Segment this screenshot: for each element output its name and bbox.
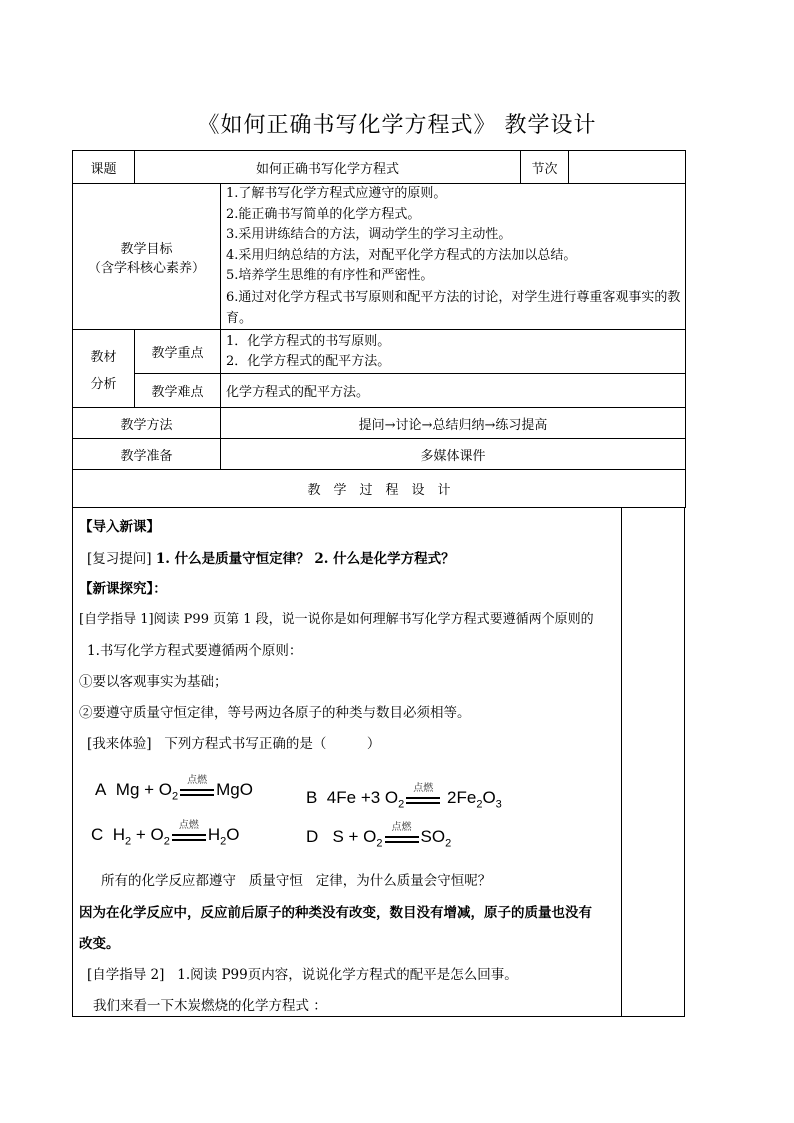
- condition-label: 点燃: [391, 821, 412, 833]
- objective-item: 3.采用讲练结合的方法，调动学生的学习主动性。: [226, 227, 512, 242]
- products-tail: O: [482, 788, 496, 807]
- reactants: Mg + O: [115, 780, 173, 799]
- key-points-label: 教学重点: [135, 330, 221, 374]
- option-letter: A: [95, 780, 107, 799]
- conservation-question: [101, 869, 641, 889]
- review-line: [87, 547, 627, 567]
- try-line: [87, 732, 627, 752]
- subscript: 2: [163, 835, 170, 848]
- products: 2Fe: [447, 788, 477, 807]
- reactants-mid: + O: [131, 825, 164, 844]
- objective-item: 1.了解书写化学方程式应遵守的原则。: [226, 186, 447, 201]
- objective-item: 5.培养学生思维的有序性和严密性。: [226, 268, 434, 283]
- review-questions: 1. 什么是质量守恒定律？ 2. 什么是化学方程式？: [155, 551, 455, 567]
- option-letter: C: [91, 825, 104, 844]
- products-tail: O: [226, 825, 240, 844]
- difficulty-label: 教学难点: [135, 374, 221, 408]
- subscript: 2: [445, 837, 452, 850]
- review-prefix: [复习提问]: [87, 551, 152, 567]
- key-point-item: 1．化学方程式的书写原则。: [226, 333, 391, 349]
- lesson-info-table: [72, 150, 686, 508]
- prep-label: 教学准备: [73, 439, 221, 470]
- option-c-equation: [91, 819, 240, 848]
- reactants: H: [112, 825, 126, 844]
- method-label: 教学方法: [73, 408, 221, 439]
- option-letter: B: [306, 788, 318, 807]
- option-a-equation: [95, 774, 253, 803]
- analysis-label-1: 教材: [90, 349, 117, 365]
- option-d-equation: [306, 821, 452, 850]
- guide1-text: [自学指导 1]阅读 P99 页第 1 段，说一说你是如何理解书写化学方程式要遵循两个原则的: [79, 612, 594, 627]
- subscript: 2: [125, 835, 132, 848]
- prep-value: 多媒体课件: [221, 439, 686, 470]
- subscript: 2: [220, 835, 227, 848]
- document-title: 《如何正确书写化学方程式》 教学设计: [197, 113, 597, 138]
- try-question: 下列方程式书写正确的是（ ）: [164, 736, 381, 752]
- subscript: 2: [398, 798, 405, 811]
- process-title: 教 学 过 程 设 计: [73, 470, 686, 508]
- reaction-arrow: [180, 774, 214, 798]
- objectives-label-cell: [73, 184, 221, 330]
- guide2-line: [87, 963, 627, 983]
- answer-line-1: 因为在化学反应中，反应前后原子的种类没有改变，数目没有增减，原子的质量也没有: [79, 905, 592, 921]
- topic-label: 课题: [73, 151, 135, 184]
- products: H: [207, 825, 221, 844]
- period-label: 节次: [521, 151, 569, 184]
- analysis-label-2: 分析: [90, 376, 117, 392]
- principle-2: ②要遵守质量守恒定律，等号两边各原子的种类与数目必须相等。: [79, 705, 471, 721]
- answer-line-2: 改变。: [79, 936, 120, 952]
- products: MgO: [216, 780, 253, 799]
- subscript: 2: [476, 798, 483, 811]
- period-value: [569, 151, 686, 184]
- carbon-combustion-line: 我们来看一下木炭燃烧的化学方程式 ：: [93, 998, 327, 1014]
- option-letter: D: [306, 827, 319, 846]
- option-b-equation: [306, 782, 502, 811]
- subscript: 2: [376, 837, 383, 850]
- objectives-sublabel: （含学科核心素养）: [87, 260, 205, 276]
- objectives-label: 教学目标: [120, 241, 173, 257]
- difficulty-value: 化学方程式的配平方法。: [221, 374, 686, 408]
- analysis-label-cell: [73, 330, 135, 408]
- key-point-item: 2．化学方程式的配平方法。: [226, 353, 391, 369]
- principle-1: ①要以客观事实为基础；: [79, 674, 228, 690]
- objectives-list: [221, 184, 686, 330]
- reaction-arrow: [406, 782, 440, 806]
- condition-label: 点燃: [178, 819, 199, 831]
- objective-item: 4.采用归纳总结的方法，对配平化学方程式的方法加以总结。: [226, 247, 577, 263]
- try-prefix: [我来体验]: [87, 736, 152, 752]
- question-blank: 质量守恒: [248, 873, 303, 889]
- teaching-process-section: [72, 507, 685, 1017]
- reactants: S + O: [332, 827, 377, 846]
- question-part-2: 定律，为什么质量会守恒呢？: [315, 873, 492, 889]
- guide2-text: 1.阅读 P99页内容，说说化学方程式的配平是怎么回事。: [177, 967, 518, 983]
- products: SO: [420, 827, 446, 846]
- key-points-list: [221, 330, 686, 374]
- intro-heading: 【导入新课】: [79, 519, 160, 535]
- question-part-1: 所有的化学反应都遵守: [101, 873, 236, 889]
- condition-label: 点燃: [413, 782, 434, 794]
- side-column-divider: [621, 507, 622, 1016]
- reaction-arrow: [385, 821, 419, 845]
- subscript: 3: [495, 798, 502, 811]
- condition-label: 点燃: [187, 774, 208, 786]
- reactants: 4Fe +3 O: [326, 788, 399, 807]
- new-lesson-heading: 【新课探究】：: [79, 581, 167, 597]
- principles-intro: 1.书写化学方程式要遵循两个原则：: [87, 643, 303, 659]
- method-value: 提问→讨论→总结归纳→练习提高: [221, 408, 686, 439]
- objective-item: 2.能正确书写简单的化学方程式。: [226, 206, 421, 222]
- guide2-prefix: [自学指导 2]: [87, 967, 165, 983]
- subscript: 2: [172, 790, 179, 803]
- topic-value: 如何正确书写化学方程式: [135, 151, 521, 184]
- objective-item: 6.通过对化学方程式书写原则和配平方法的讨论，对学生进行尊重客观事实的教育。: [226, 289, 681, 326]
- reaction-arrow: [172, 819, 206, 843]
